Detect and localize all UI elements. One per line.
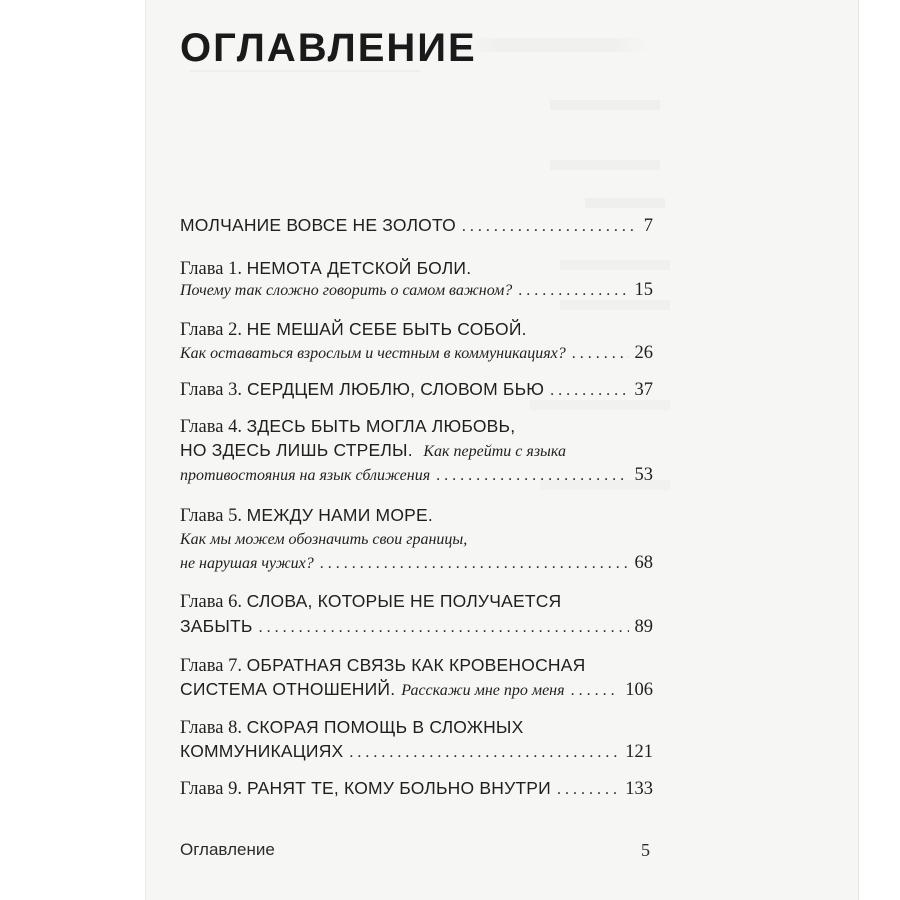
chapter-number: Глава 2.	[180, 320, 242, 340]
toc-page-number: 7	[643, 216, 653, 236]
toc-entry-title: НЕ МЕШАЙ СЕБЕ БЫТЬ СОБОЙ.	[246, 319, 527, 339]
toc-entry-chapter-1-subtitle-line	[180, 279, 653, 302]
toc-entry-chapter-8-line-2	[180, 740, 653, 764]
leader-dots	[349, 742, 619, 764]
toc-entry-chapter-5[interactable]	[180, 504, 433, 527]
chapter-number: Глава 8.	[180, 718, 242, 738]
toc-entry-chapter-5-line-2	[180, 528, 467, 551]
leader-dots	[259, 617, 629, 639]
toc-entry-chapter-7-line-2	[180, 678, 653, 702]
toc-entry-subtitle-line-2: противостояния на язык сближения	[180, 467, 431, 484]
leader-dots	[571, 680, 620, 702]
toc-entry-chapter-6[interactable]	[180, 590, 561, 613]
toc-entry-title-line-1: ОБРАТНАЯ СВЯЗЬ КАК КРОВЕНОСНАЯ	[246, 655, 586, 675]
toc-entry-subtitle-line-2: не нарушая чужих?	[180, 555, 314, 572]
toc-entry-chapter-5-line-3	[180, 552, 653, 575]
toc-page-number: 15	[634, 280, 653, 300]
chapter-number: Глава 1.	[180, 259, 242, 279]
toc-entry-chapter-6-line-2	[180, 615, 653, 639]
leader-dots	[436, 465, 628, 487]
toc-page-number: 133	[625, 779, 653, 799]
toc-page-number: 53	[634, 465, 653, 485]
toc-entry-subtitle: Расскажи мне про меня	[401, 682, 565, 699]
toc-entry-title-line-2: НО ЗДЕСЬ ЛИШЬ СТРЕЛЫ.	[180, 440, 413, 460]
leader-dots	[320, 553, 629, 575]
toc-entry-title-line-1: ЗДЕСЬ БЫТЬ МОГЛА ЛЮБОВЬ,	[246, 416, 516, 436]
toc-entry-subtitle: Почему так сложно говорить о самом важном?	[180, 282, 513, 299]
toc-page-number: 68	[634, 553, 653, 573]
toc-page-number: 121	[625, 742, 653, 762]
chapter-number: Глава 7.	[180, 656, 242, 676]
toc-entry-subtitle-line-1: Как мы можем обозначить свои границы,	[180, 531, 468, 548]
toc-entry-title: МОЛЧАНИЕ ВОВСЕ НЕ ЗОЛОТО	[180, 215, 456, 235]
toc-entry-chapter-3[interactable]	[180, 378, 653, 402]
toc-entry-title: РАНЯТ ТЕ, КОМУ БОЛЬНО ВНУТРИ	[246, 778, 551, 798]
toc-page-number: 37	[634, 380, 653, 400]
toc-entry-chapter-4-line-3	[180, 464, 653, 487]
toc-entry-subtitle: Как оставаться взрослым и честным в коммуникациях?	[180, 345, 566, 362]
chapter-number: Глава 5.	[180, 506, 242, 526]
toc-entry-subtitle-line-1: Как перейти с языка	[423, 443, 566, 460]
toc-entry-chapter-4[interactable]	[180, 415, 515, 438]
toc-entry-chapter-1[interactable]	[180, 257, 471, 280]
toc-entry-title-line-1: СКОРАЯ ПОМОЩЬ В СЛОЖНЫХ	[246, 717, 524, 737]
toc-entry-title-line-2: СИСТЕМА ОТНОШЕНИЙ.	[180, 679, 396, 699]
running-footer-title: Оглавление	[180, 840, 275, 859]
toc-entry-chapter-2-subtitle-line	[180, 342, 653, 365]
toc-entry-intro[interactable]	[180, 214, 653, 238]
toc-entry-title: МЕЖДУ НАМИ МОРЕ.	[246, 505, 433, 525]
toc-entry-chapter-8[interactable]	[180, 716, 524, 739]
leader-dots	[572, 343, 629, 365]
toc-page-number: 26	[634, 343, 653, 363]
toc-entry-chapter-7[interactable]	[180, 654, 585, 677]
page-title: ОГЛАВЛЕНИЕ	[180, 26, 477, 70]
leader-dots	[518, 280, 628, 302]
leader-dots	[462, 216, 638, 238]
toc-entry-title: СЕРДЦЕМ ЛЮБЛЮ, СЛОВОМ БЬЮ	[246, 379, 545, 399]
chapter-number: Глава 9.	[180, 779, 242, 799]
chapter-number: Глава 6.	[180, 592, 242, 612]
toc-entry-chapter-2[interactable]	[180, 318, 527, 341]
toc-entry-chapter-4-line-2	[180, 439, 566, 463]
toc-entry-title: НЕМОТА ДЕТСКОЙ БОЛИ.	[246, 258, 472, 278]
leader-dots	[557, 779, 619, 801]
page-number: 5	[641, 840, 650, 860]
toc-entry-chapter-9[interactable]	[180, 777, 653, 801]
toc-entry-title-line-2: КОММУНИКАЦИЯХ	[180, 741, 344, 761]
toc-page-number: 89	[634, 617, 653, 637]
chapter-number: Глава 4.	[180, 417, 242, 437]
toc-entry-title-line-2: ЗАБЫТЬ	[180, 616, 253, 636]
chapter-number: Глава 3.	[180, 380, 242, 400]
leader-dots	[550, 380, 628, 402]
toc-page-number: 106	[625, 680, 653, 700]
toc-entry-title-line-1: СЛОВА, КОТОРЫЕ НЕ ПОЛУЧАЕТСЯ	[246, 591, 562, 611]
